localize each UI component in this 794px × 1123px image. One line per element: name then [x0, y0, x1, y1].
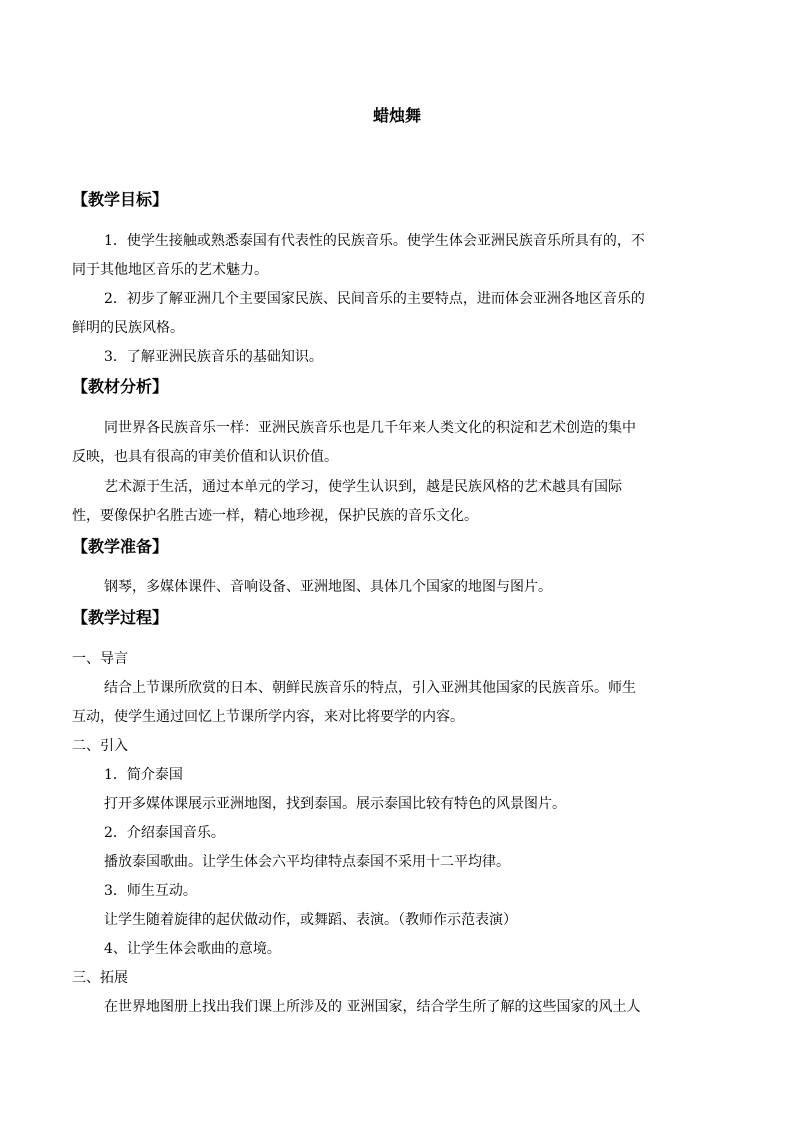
process-line: 二、引入	[72, 738, 128, 754]
process-line: 2．介绍泰国音乐。	[104, 825, 225, 841]
analysis-line: 同世界各民族音乐一样：亚洲民族音乐也是几千年来人类文化的积淀和艺术创造的集中	[104, 420, 636, 436]
process-line: 打开多媒体课展示亚洲地图，找到泰国。展示泰国比较有特色的风景图片。	[104, 796, 566, 812]
process-line: 4、让学生体会歌曲的意境。	[104, 941, 281, 957]
process-line: 互动，使学生通过回忆上节课所学内容，来对比将要学的内容。	[72, 709, 464, 725]
objectives-line: 1．使学生接触或熟悉泰国有代表性的民族音乐。使学生体会亚洲民族音乐所具有的，不	[104, 233, 645, 249]
preparation-line: 钢琴，多媒体课件、音响设备、亚洲地图、具体几个国家的地图与图片。	[104, 579, 552, 595]
process-line: 在世界地图册上找出我们课上所涉及的 亚洲国家，结合学生所了解的这些国家的风土人	[104, 999, 641, 1015]
objectives-line: 2．初步了解亚洲几个主要国家民族、民间音乐的主要特点，进而体会亚洲各地区音乐的	[104, 291, 645, 307]
objectives-line: 3．了解亚洲民族音乐的基础知识。	[104, 349, 323, 365]
process-line: 让学生随着旋律的起伏做动作，或舞蹈、表演。（教师作示范表演）	[104, 912, 517, 928]
process-line: 结合上节课所欣赏的日本、朝鲜民族音乐的特点，引入亚洲其他国家的民族音乐。师生	[104, 680, 636, 696]
process-line: 3．师生互动。	[104, 883, 197, 899]
document-title: 蜡烛舞	[372, 106, 421, 125]
analysis-line: 艺术源于生活，通过本单元的学习，使学生认识到，越是民族风格的艺术越具有国际	[104, 479, 622, 495]
analysis-line: 性，要像保护名胜古迹一样，精心地珍视，保护民族的音乐文化。	[72, 508, 478, 524]
process-line: 1．简介泰国	[104, 767, 183, 783]
section-heading-analysis: 【教材分析】	[72, 377, 169, 396]
process-line: 播放泰国歌曲。让学生体会六平均律特点泰国不采用十二平均律。	[104, 854, 510, 870]
process-line: 一、导言	[72, 651, 128, 667]
section-heading-objectives: 【教学目标】	[72, 190, 169, 209]
analysis-line: 反映，也具有很高的审美价值和认识价值。	[72, 449, 338, 465]
section-heading-preparation: 【教学准备】	[72, 537, 169, 556]
section-heading-process: 【教学过程】	[72, 608, 169, 627]
process-line: 三、拓展	[72, 970, 128, 986]
objectives-line: 鲜明的民族风格。	[72, 320, 184, 336]
objectives-line: 同于其他地区音乐的艺术魅力。	[72, 262, 268, 278]
